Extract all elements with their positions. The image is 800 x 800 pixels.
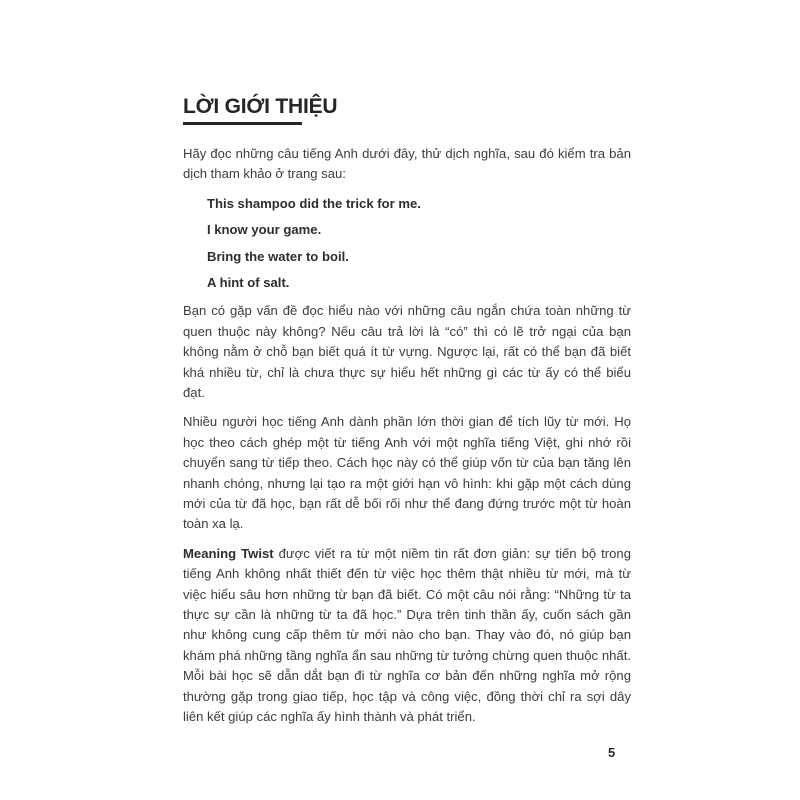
body-paragraph-2: Nhiều người học tiếng Anh dành phần lớn thời gian để tích lũy từ mới. Họ học theo cách ghép một từ tiếng Anh với một nghĩa tiếng Việt, ghi nhớ rồi chuyển sang từ tiếp theo. Cách học này có thể giúp vốn từ của bạn tăng lên nhanh chóng, nhưng lại tạo ra một giới hạn vô hình: khi gặp một cách dùng mới của từ đã học, bạn rất dễ bối rối như thể đang đứng trước một từ hoàn toàn xa lạ.	[183, 414, 631, 532]
example-sentences	[207, 194, 631, 294]
example-sentence: A hint of salt.	[207, 275, 290, 291]
page-body	[183, 144, 631, 736]
intro-paragraph: Hãy đọc những câu tiếng Anh dưới đây, thử dịch nghĩa, sau đó kiểm tra bản dịch tham khảo ở trang sau:	[183, 146, 631, 182]
book-title-emphasis: Meaning Twist	[183, 545, 274, 561]
page-title: LỜI GIỚI THIỆU	[183, 95, 338, 118]
body-paragraph-3	[183, 544, 631, 728]
body-paragraph-1: Bạn có gặp vấn đề đọc hiểu nào với những câu ngắn chứa toàn những từ quen thuộc này không? Nếu câu trả lời là “có” thì có lẽ trở ngại của bạn không nằm ở chỗ bạn biết quá ít từ vựng. Ngược lại, rất có thể bạn đã biết khá nhiều từ, chỉ là chưa thực sự hiểu hết những gì các từ ấy có thể biểu đạt.	[183, 303, 631, 400]
title-underline	[183, 122, 302, 125]
body-paragraph-3-text: được viết ra từ một niềm tin rất đơn giản: sự tiến bộ trong tiếng Anh không nhất thiết đến từ việc học thêm thật nhiều từ mới, mà từ việc hiểu sâu hơn những từ bạn đã biết. Có một câu nói rằng: “Những từ ta thực sự cần là những từ ta đã học.” Dựa trên tinh thần ấy, cuốn sách gần như không cung cấp thêm từ mới nào cho bạn. Thay vào đó, nó giúp bạn khám phá những tầng nghĩa ẩn sau những từ tưởng chừng quen thuộc nhất. Mỗi bài học sẽ dẫn dắt bạn đi từ nghĩa cơ bản đến những nghĩa mở rộng thường gặp trong giao tiếp, học tập và công việc, đồng thời chỉ ra sợi dây liên kết giúp các nghĩa ấy hình thành và phát triển.	[183, 545, 631, 725]
page-number: 5	[608, 745, 616, 760]
example-sentence: Bring the water to boil.	[207, 248, 349, 264]
example-sentence: This shampoo did the trick for me.	[207, 195, 421, 211]
example-sentence: I know your game.	[207, 222, 322, 238]
